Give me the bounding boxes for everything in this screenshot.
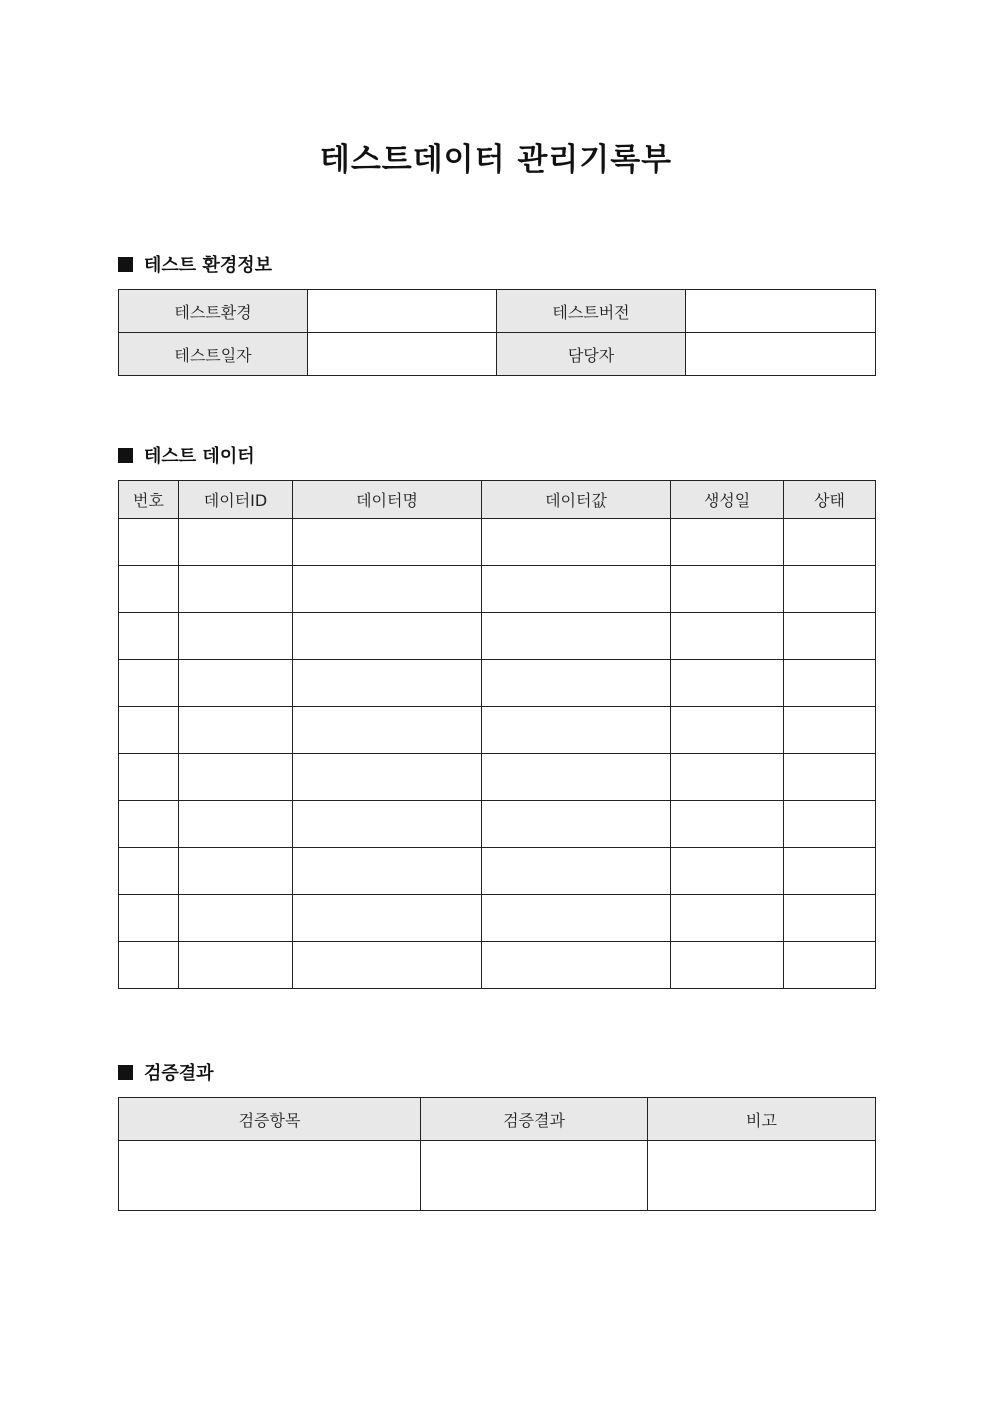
test-data-table [118, 480, 876, 989]
table-cell[interactable] [293, 566, 482, 613]
label-person-in-charge: 담당자 [497, 333, 686, 376]
table-cell[interactable] [293, 613, 482, 660]
table-cell[interactable] [482, 801, 671, 848]
table-cell[interactable] [293, 519, 482, 566]
table-cell[interactable] [482, 848, 671, 895]
table-cell[interactable] [293, 754, 482, 801]
table-cell[interactable] [784, 566, 876, 613]
environment-row [119, 333, 876, 376]
label-test-date: 테스트일자 [119, 333, 308, 376]
table-cell[interactable] [671, 707, 784, 754]
table-row [119, 1141, 876, 1211]
section-heading-label: 테스트 환경정보 [144, 255, 272, 276]
environment-table [118, 289, 876, 376]
table-cell[interactable] [119, 895, 179, 942]
column-header-created-date: 생성일 [671, 481, 784, 519]
table-row [119, 848, 876, 895]
table-cell[interactable] [482, 613, 671, 660]
square-bullet-icon [118, 257, 133, 272]
table-cell[interactable] [671, 660, 784, 707]
table-cell[interactable] [179, 613, 293, 660]
verification-table [118, 1097, 876, 1211]
table-row [119, 754, 876, 801]
table-cell[interactable] [671, 519, 784, 566]
section-heading-verification [118, 1060, 214, 1084]
table-cell[interactable] [671, 613, 784, 660]
table-cell[interactable] [179, 801, 293, 848]
table-cell[interactable] [482, 754, 671, 801]
table-cell[interactable] [179, 942, 293, 989]
section-heading-label: 검증결과 [144, 1063, 214, 1084]
table-cell[interactable] [119, 848, 179, 895]
table-cell[interactable] [784, 848, 876, 895]
value-person-in-charge[interactable] [686, 333, 876, 376]
table-row [119, 613, 876, 660]
square-bullet-icon [118, 1065, 133, 1080]
column-header-verification-item: 검증항목 [119, 1098, 421, 1141]
document-title: 테스트데이터 관리기록부 [319, 142, 673, 178]
environment-row [119, 290, 876, 333]
table-cell[interactable] [671, 848, 784, 895]
table-cell[interactable] [293, 942, 482, 989]
column-header-verification-result: 검증결과 [421, 1098, 648, 1141]
column-header-data-name: 데이터명 [293, 481, 482, 519]
table-cell[interactable] [671, 895, 784, 942]
table-cell[interactable] [784, 707, 876, 754]
table-cell[interactable] [784, 519, 876, 566]
column-header-status: 상태 [784, 481, 876, 519]
table-cell[interactable] [784, 754, 876, 801]
table-cell[interactable] [179, 848, 293, 895]
table-row [119, 566, 876, 613]
column-header-remarks: 비고 [648, 1098, 876, 1141]
table-row [119, 519, 876, 566]
table-row [119, 801, 876, 848]
table-cell[interactable] [179, 754, 293, 801]
table-cell[interactable] [119, 801, 179, 848]
column-header-number: 번호 [119, 481, 179, 519]
table-cell[interactable] [482, 566, 671, 613]
value-test-version[interactable] [686, 290, 876, 333]
table-cell[interactable] [119, 707, 179, 754]
table-cell[interactable] [179, 895, 293, 942]
table-cell[interactable] [119, 519, 179, 566]
section-heading-test-data [118, 443, 255, 467]
table-cell[interactable] [421, 1141, 648, 1211]
table-cell[interactable] [119, 1141, 421, 1211]
table-row [119, 660, 876, 707]
table-cell[interactable] [784, 895, 876, 942]
table-cell[interactable] [293, 848, 482, 895]
square-bullet-icon [118, 448, 133, 463]
table-cell[interactable] [119, 754, 179, 801]
table-cell[interactable] [119, 613, 179, 660]
table-cell[interactable] [179, 566, 293, 613]
table-row [119, 895, 876, 942]
table-cell[interactable] [648, 1141, 876, 1211]
table-cell[interactable] [482, 942, 671, 989]
column-header-data-value: 데이터값 [482, 481, 671, 519]
table-cell[interactable] [179, 519, 293, 566]
table-cell[interactable] [784, 942, 876, 989]
value-test-date[interactable] [308, 333, 497, 376]
table-cell[interactable] [671, 566, 784, 613]
table-cell[interactable] [482, 519, 671, 566]
section-heading-environment [118, 252, 272, 276]
table-cell[interactable] [293, 660, 482, 707]
table-header-row [119, 1098, 876, 1141]
label-test-environment: 테스트환경 [119, 290, 308, 333]
table-cell[interactable] [671, 942, 784, 989]
table-cell[interactable] [179, 707, 293, 754]
table-cell[interactable] [179, 660, 293, 707]
table-cell[interactable] [784, 660, 876, 707]
table-cell[interactable] [119, 566, 179, 613]
table-cell[interactable] [293, 707, 482, 754]
table-row [119, 707, 876, 754]
table-cell[interactable] [119, 942, 179, 989]
table-cell[interactable] [784, 613, 876, 660]
table-cell[interactable] [482, 707, 671, 754]
column-header-data-id: 데이터ID [179, 481, 293, 519]
table-cell[interactable] [671, 754, 784, 801]
table-cell[interactable] [784, 801, 876, 848]
table-cell[interactable] [293, 801, 482, 848]
table-row [119, 942, 876, 989]
label-test-version: 테스트버전 [497, 290, 686, 333]
table-cell[interactable] [482, 660, 671, 707]
table-cell[interactable] [119, 660, 179, 707]
table-cell[interactable] [482, 895, 671, 942]
table-header-row [119, 481, 876, 519]
table-cell[interactable] [671, 801, 784, 848]
table-cell[interactable] [293, 895, 482, 942]
section-heading-label: 테스트 데이터 [144, 446, 255, 467]
value-test-environment[interactable] [308, 290, 497, 333]
